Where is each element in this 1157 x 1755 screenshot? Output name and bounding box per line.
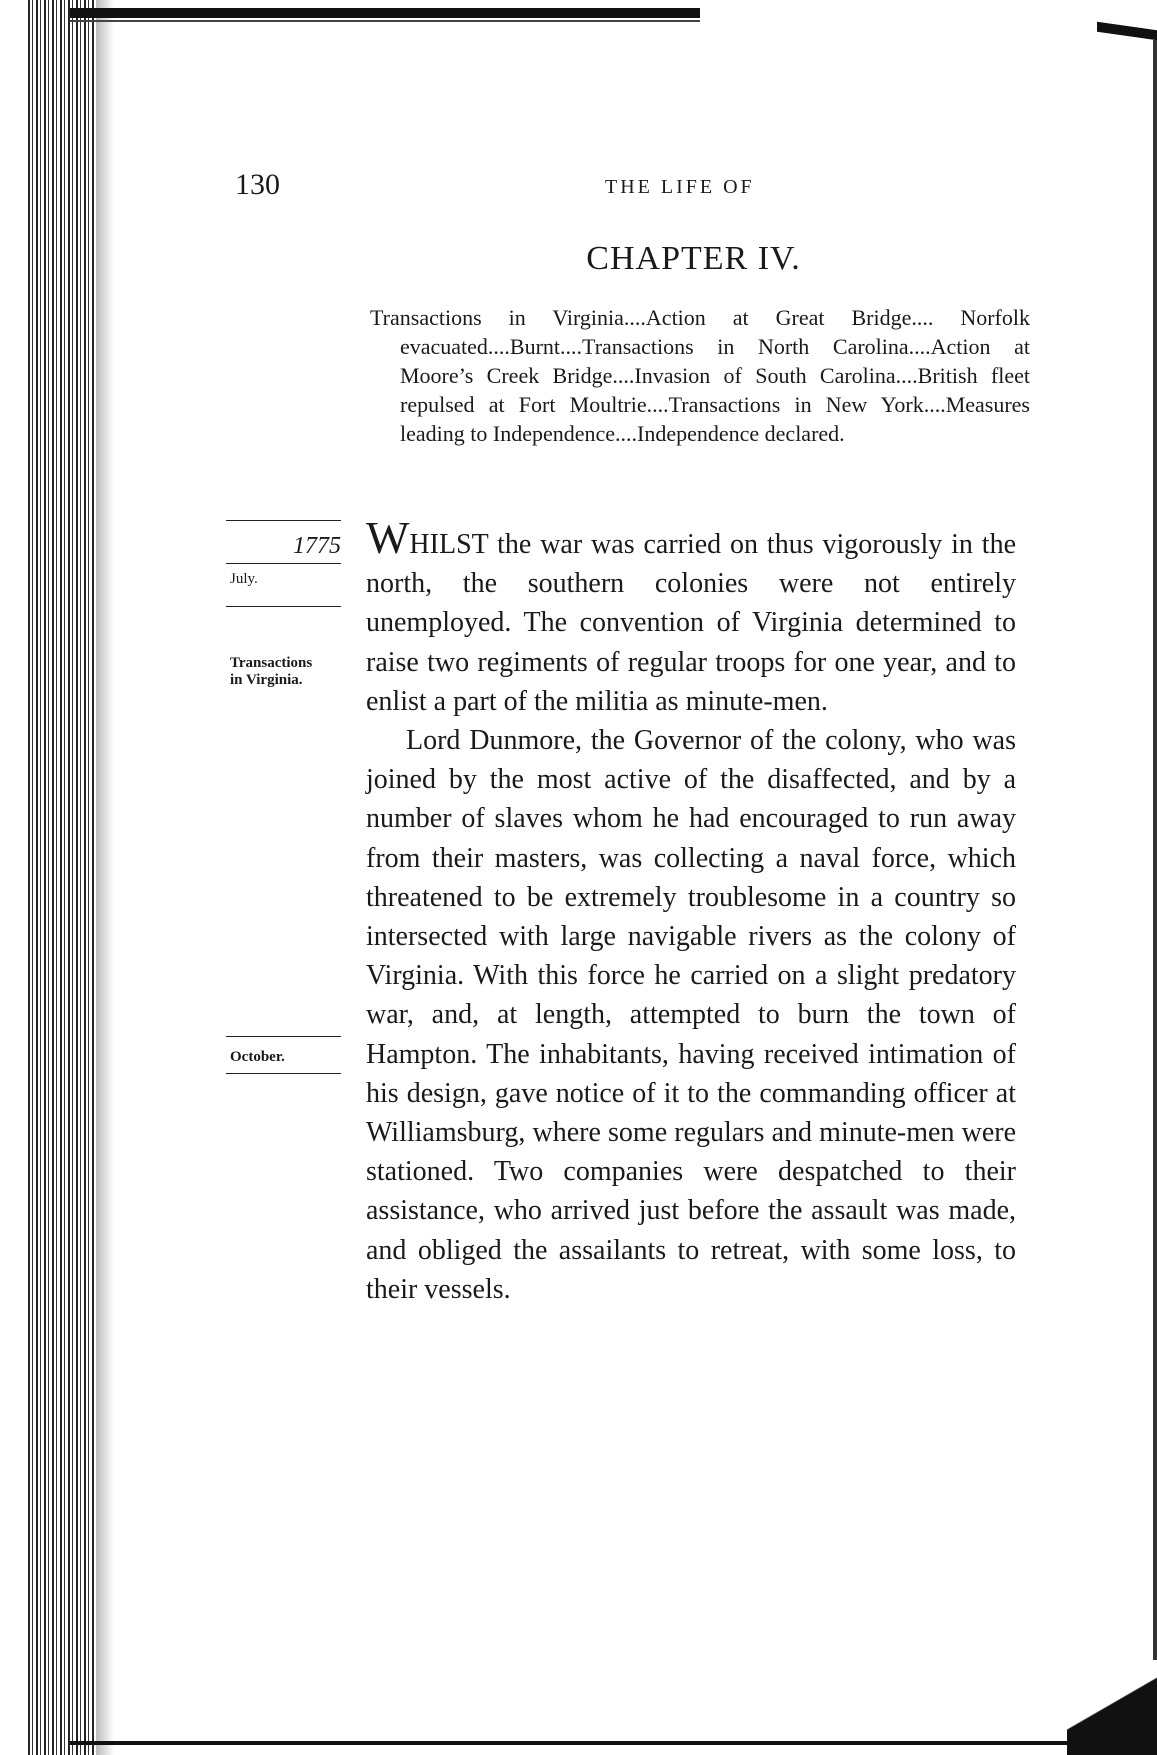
margin-topic-line-1: Transactions [230, 655, 313, 671]
body-text [366, 512, 1016, 1309]
page-number: 130 [235, 168, 280, 201]
scan-right-top-edge [1097, 22, 1157, 40]
scan-right-edge [1153, 40, 1157, 1660]
margin-year: 1775 [226, 520, 341, 564]
margin-topic [230, 655, 312, 689]
paragraph-1 [366, 512, 1016, 721]
margin-october: October. [230, 1049, 285, 1065]
margin-rule [226, 1036, 341, 1037]
drop-cap: W [366, 512, 410, 563]
chapter-title: CHAPTER IV. [586, 240, 801, 277]
paragraph-2: Lord Dunmore, the Governor of the colony, who was joined by the most active of the disaffected, and by a number of slaves whom he had encouraged to run away from their masters, was collecting a naval force, which threatened to be extremely troublesome in a country so intersected with large navigable rivers as the colony of Virginia. With this force he carried on a slight predatory war, and, at length, attempted to burn the town of Hampton. The inhabitants, having received intimation of his design, gave notice of it to the commanding officer at Williamsburg, where some regulars and minute-men were stationed. Two companies were despatched to their assistance, who arrived just before the assault was made, and obliged the assailants to retreat, with some loss, to their vessels. [366, 725, 1016, 1305]
paragraph-1-text: HILST the war was carried on thus vigorously in the north, the southern colonies were not entirely unemployed. The convention of Virginia determined to raise two regiments of regular troops for one year, and to enlist a part of the militia as minute-men. [366, 529, 1016, 717]
scan-bottom-edge [70, 1741, 1070, 1745]
margin-rule [226, 1073, 341, 1074]
margin-topic-line-2: in Virginia. [230, 672, 303, 688]
running-head-title: THE LIFE OF [605, 176, 755, 198]
margin-rule [226, 606, 341, 607]
scan-top-edge-thin [70, 20, 700, 22]
chapter-summary: Transactions in Virginia....Action at Great Bridge.... Norfolk evacuated....Burnt....Transactions in North Carolina....Action at Moore’s Creek Bridge....Invasion of South Carolina....British fleet repulsed at Fort Moultrie....Transactions in New York....Measures leading to Independence....Independence declared. [370, 305, 1030, 446]
scan-top-edge [70, 8, 700, 18]
running-head [235, 168, 1055, 208]
margin-month: July. [230, 571, 258, 587]
scan-bottom-right-corner [1067, 1665, 1157, 1755]
